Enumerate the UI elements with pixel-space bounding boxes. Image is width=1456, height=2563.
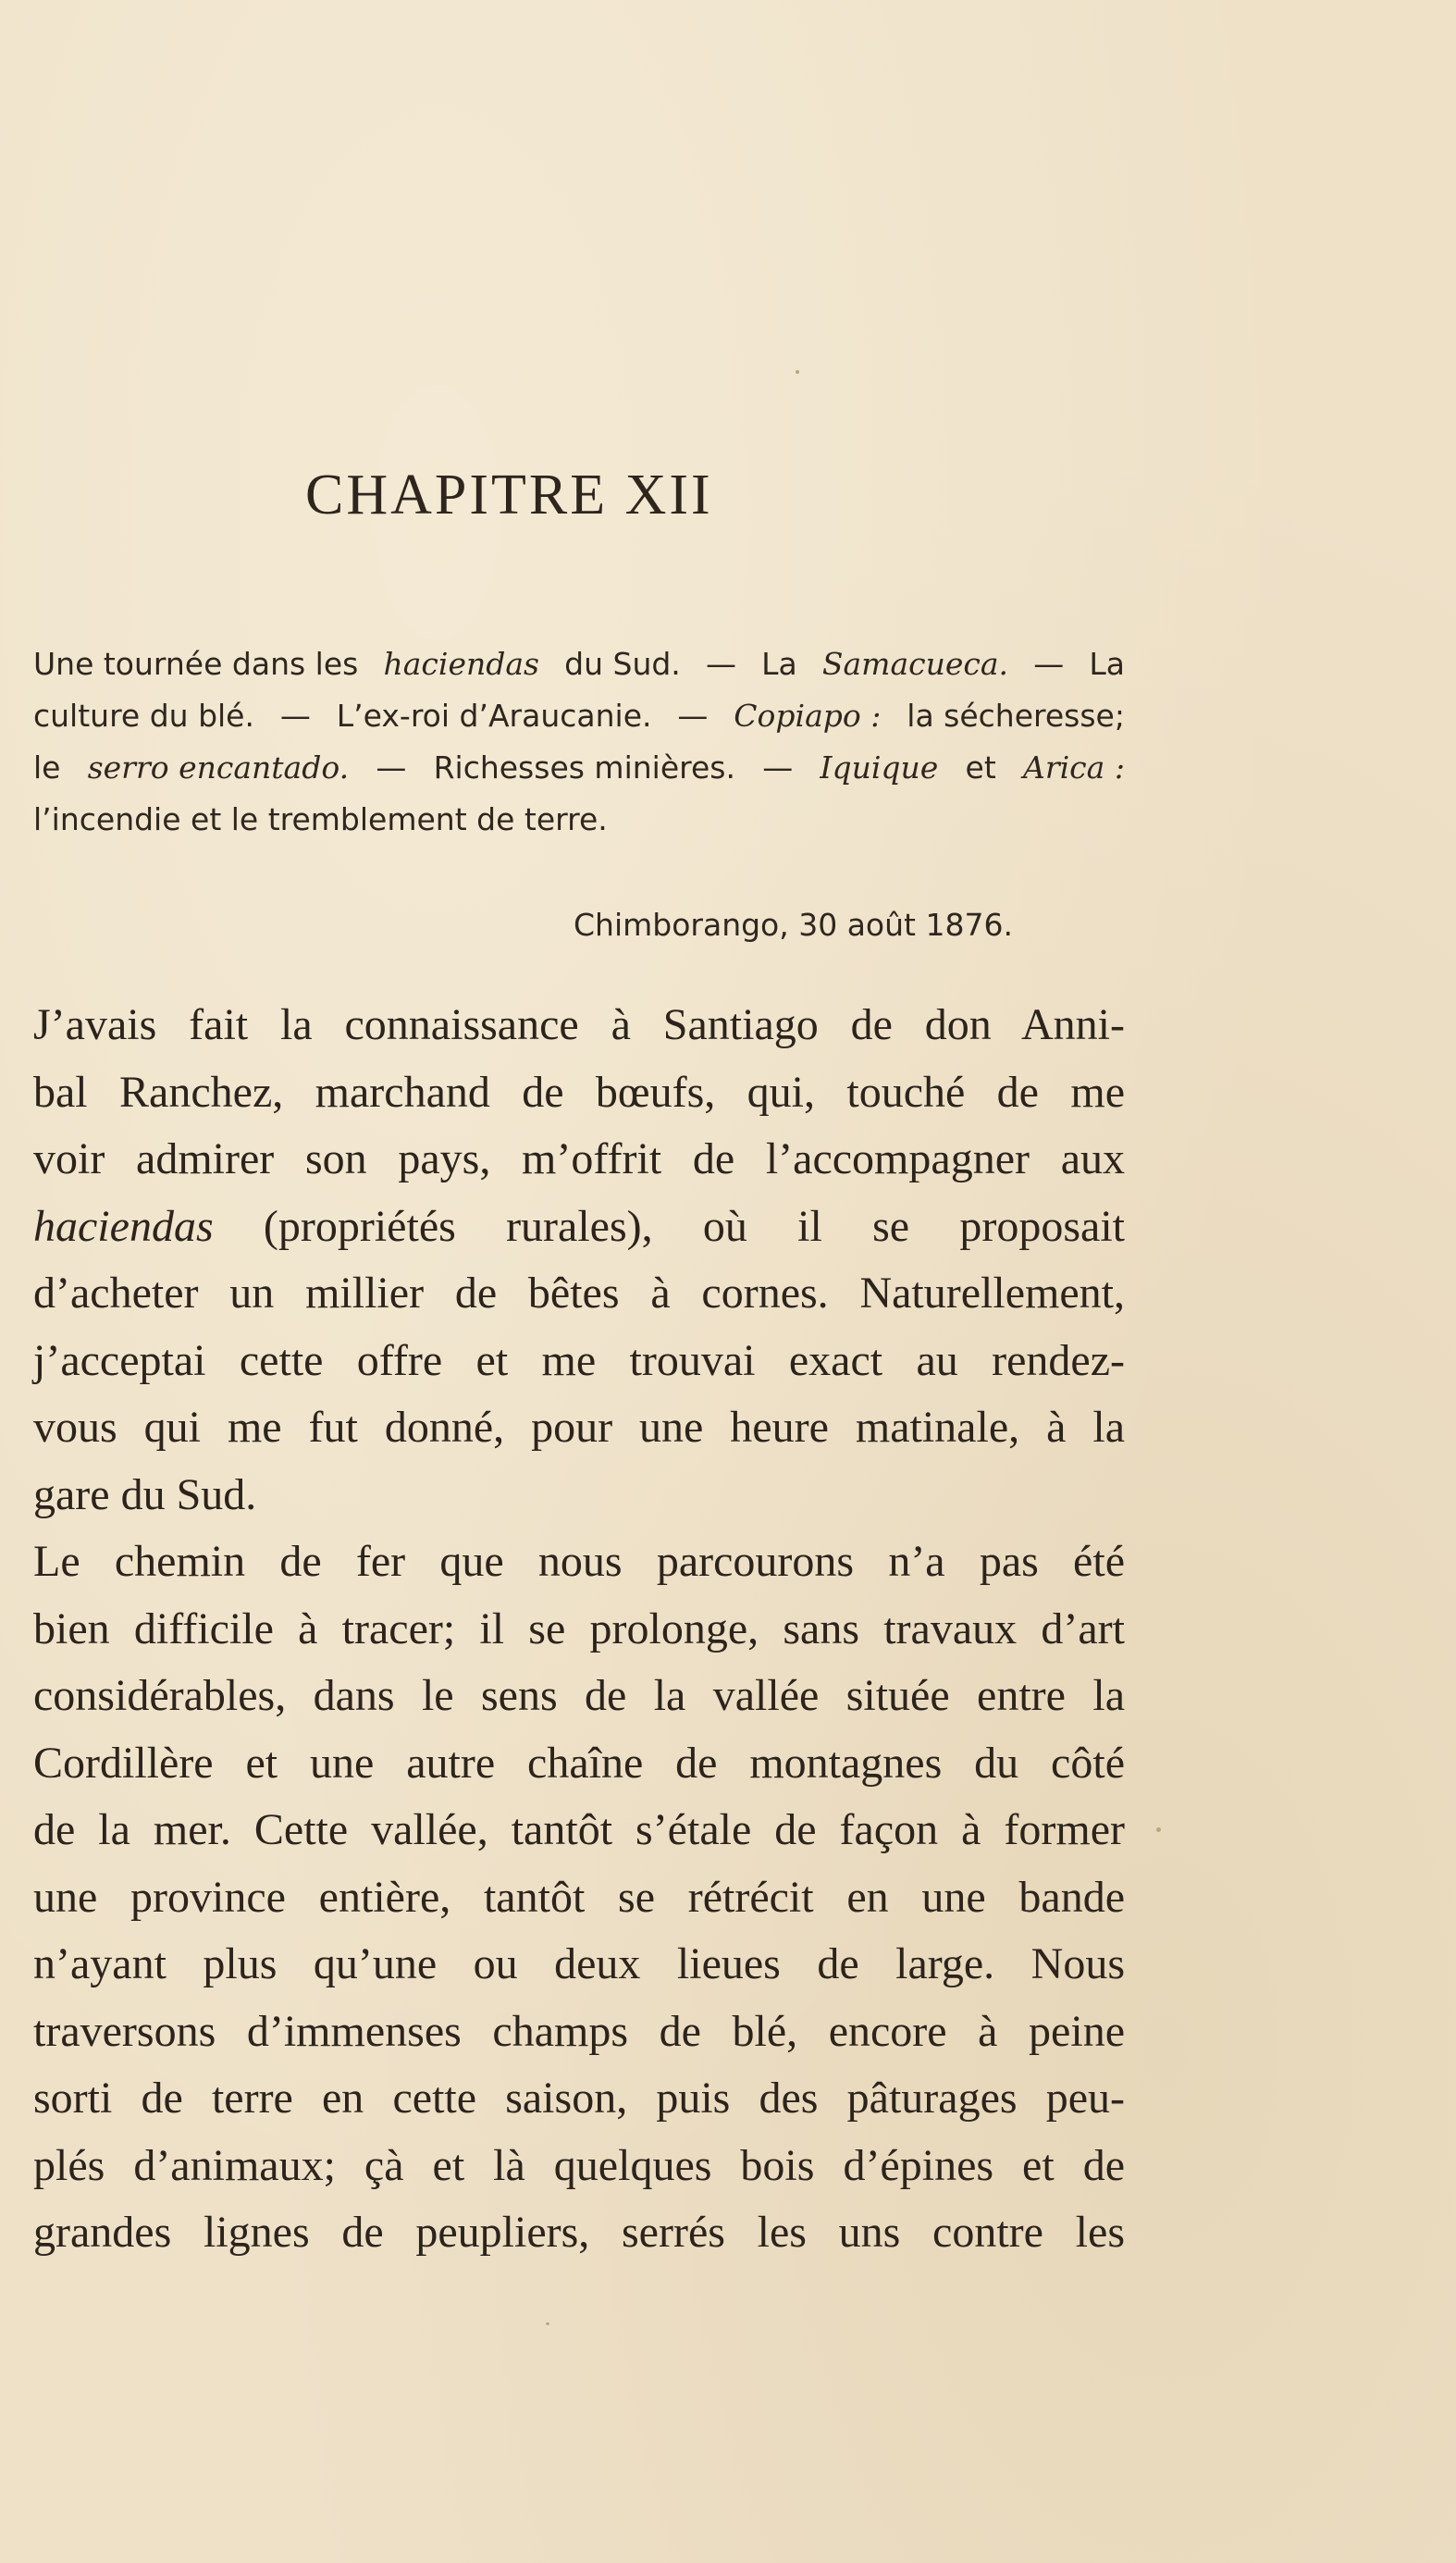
body-line: j’acceptai cette offre et me trouvai exact au rendez- — [33, 1335, 1125, 1385]
summary-text: La — [761, 646, 797, 682]
body-line: plés d’animaux; çà et là quelques bois d’épines et de — [33, 2140, 1125, 2190]
summary-dash: — — [762, 749, 794, 786]
summary-dash: — — [705, 646, 736, 682]
summary-dash: — — [1033, 646, 1065, 682]
summary-line-4 — [33, 794, 1125, 846]
body-line: voir admirer son pays, m’offrit de l’accompagner aux — [33, 1134, 1125, 1183]
summary-line-2 — [33, 690, 1125, 742]
body-line: une province entière, tantôt se rétrécit en une bande — [33, 1872, 1125, 1922]
body-line: traversons d’immenses champs de blé, encore à peine — [33, 2006, 1125, 2056]
summary-dash: — — [279, 698, 311, 734]
summary-italic: Arica : — [1023, 749, 1125, 786]
paper-speck — [1156, 1827, 1161, 1832]
summary-dash: — — [677, 698, 709, 734]
body-line: n’ayant plus qu’une ou deux lieues de large. Nous — [33, 1939, 1125, 1988]
body-line: bal Ranchez, marchand de bœufs, qui, touché de me — [33, 1067, 1125, 1117]
body-line: J’avais fait la connaissance à Santiago de don Anni- — [33, 1000, 1125, 1049]
paper-speck — [796, 370, 799, 374]
body-line: Cordillère et une autre chaîne de montagnes du côté — [33, 1738, 1125, 1788]
summary-text: La — [1089, 646, 1125, 682]
body-line: sorti de terre en cette saison, puis des pâturages peu- — [33, 2074, 1125, 2123]
body-line: considérables, dans le sens de la vallée située entre la — [33, 1671, 1125, 1720]
summary-text: culture du blé. — [33, 698, 254, 734]
summary-text: Richesses minières. — [433, 749, 735, 786]
body-line: vous qui me fut donné, pour une heure matinale, à la — [33, 1403, 1125, 1452]
summary-text: l’incendie et le tremblement de terre. — [33, 801, 608, 837]
summary-italic: Copiapo : — [734, 698, 882, 734]
body-text — [33, 992, 1125, 2267]
body-line: haciendas (propriétés rurales), où il se proposait — [33, 1201, 1125, 1251]
chapter-title: CHAPITRE XII — [305, 464, 713, 526]
summary-dash: — — [376, 749, 407, 786]
summary-text: Une tournée dans les — [33, 646, 359, 682]
body-line: gare du Sud. — [33, 1469, 257, 1519]
summary-text: le — [33, 749, 61, 786]
chapter-summary — [33, 638, 1125, 846]
summary-italic: Samacueca. — [821, 646, 1009, 682]
dateline: Chimborango, 30 août 1876. — [574, 907, 1013, 943]
body-line: d’acheter un millier de bêtes à cornes. Naturellement, — [33, 1269, 1125, 1318]
summary-line-1 — [33, 638, 1125, 690]
body-line: grandes lignes de peupliers, serrés les uns contre les — [33, 2208, 1125, 2257]
summary-text: et — [965, 749, 996, 786]
body-line: Le chemin de fer que nous parcourons n’a pas été — [33, 1537, 1125, 1586]
summary-text: du Sud. — [564, 646, 681, 682]
summary-italic: serro encantado. — [87, 749, 350, 786]
body-line: bien difficile à tracer; il se prolonge, sans travaux d’art — [33, 1603, 1125, 1653]
summary-italic: Iquique — [820, 749, 939, 786]
body-italic: haciendas — [33, 1201, 214, 1251]
body-line: de la mer. Cette vallée, tantôt s’étale de façon à former — [33, 1805, 1125, 1854]
paper-speck — [546, 2322, 549, 2325]
summary-text: L’ex-roi d’Araucanie. — [336, 698, 652, 734]
summary-italic: haciendas — [383, 646, 539, 682]
summary-text: la sécheresse; — [907, 698, 1125, 734]
summary-line-3 — [33, 742, 1125, 794]
